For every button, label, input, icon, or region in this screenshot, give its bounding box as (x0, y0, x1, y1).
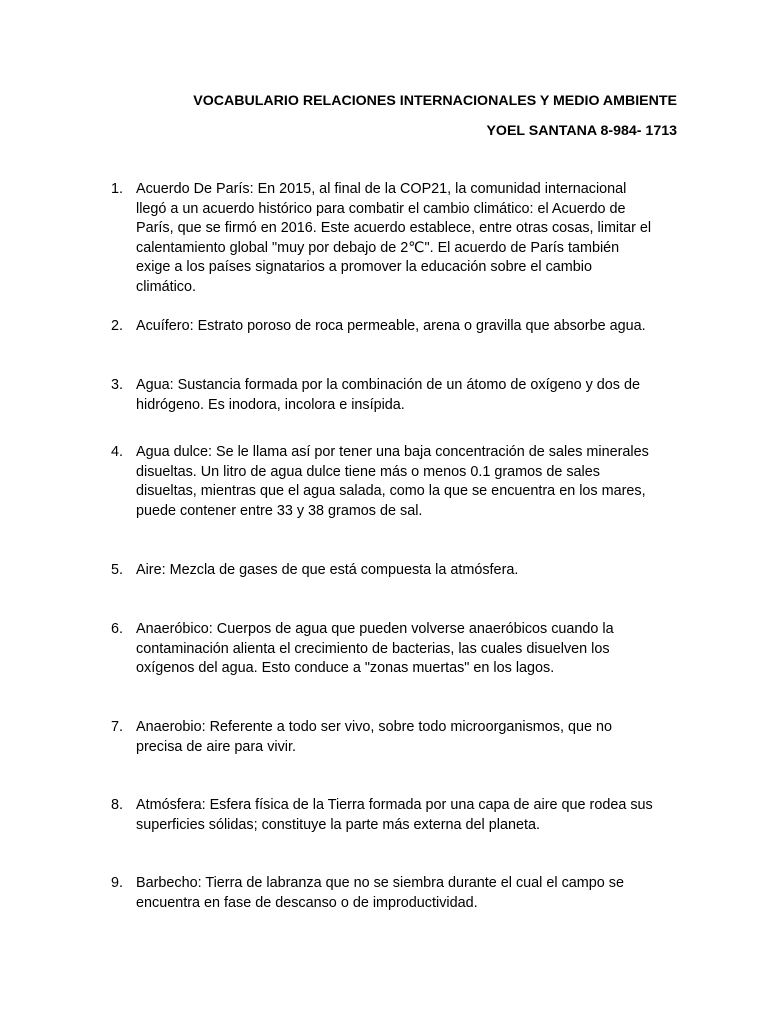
text-line: Barbecho: Tierra de labranza que no se siembra durante el cual el campo se (136, 875, 624, 891)
list-item-text (136, 376, 696, 415)
text-line: encuentra en fase de descanso o de improductividad. (136, 894, 478, 911)
text-line: calentamiento global "muy por debajo de 2℃". El acuerdo de París también (136, 239, 620, 256)
list-item-number: 6. (111, 621, 124, 637)
text-line: Atmósfera: Esfera física de la Tierra formada por una capa de aire que rodea sus (136, 797, 653, 813)
list-item-number: 1. (111, 181, 124, 197)
text-line: disueltas, mientras que el agua salada, como la que se encuentra en los mares, (136, 483, 646, 500)
text-line: oxígenos del agua. Esto conduce a "zonas muertas" en los lagos. (136, 660, 555, 677)
text-line: Agua: Sustancia formada por la combinación de un átomo de oxígeno y dos de (136, 377, 640, 393)
list-item-number: 3. (111, 377, 124, 393)
list-item-number: 4. (111, 444, 124, 460)
list-item-number: 8. (111, 797, 124, 813)
text-line: disueltas. Un litro de agua dulce tiene más o menos 0.1 gramos de sales (136, 463, 600, 480)
text-line: Anaeróbico: Cuerpos de agua que pueden volverse anaeróbicos cuando la (136, 621, 614, 637)
text-line: Agua dulce: Se le llama así por tener una baja concentración de sales minerales (136, 444, 649, 460)
list-item-number: 2. (111, 318, 124, 334)
text-line: exige a los países signatarios a promover la educación sobre el cambio (136, 259, 592, 276)
text-line: Acuerdo De París: En 2015, al final de la COP21, la comunidad internacional (136, 181, 627, 197)
list-item-number: 7. (111, 719, 124, 735)
text-line: llegó a un acuerdo histórico para combatir el cambio climático: el Acuerdo de (136, 200, 626, 217)
text-line: hidrógeno. Es inodora, incolora e insípida. (136, 396, 405, 413)
text-line: superficies sólidas; constituye la parte más externa del planeta. (136, 816, 540, 833)
document-title: VOCABULARIO RELACIONES INTERNACIONALES Y MEDIO AMBIENTE (193, 93, 677, 109)
list-item-text (136, 620, 696, 679)
list-item-text (136, 561, 696, 581)
text-line: Aire: Mezcla de gases de que está compuesta la atmósfera. (136, 562, 519, 578)
text-line: París, que se firmó en 2016. Este acuerdo establece, entre otras cosas, limitar el (136, 220, 652, 237)
text-line: climático. (136, 278, 196, 295)
text-line: Acuífero: Estrato poroso de roca permeable, arena o gravilla que absorbe agua. (136, 318, 646, 334)
list-item-text (136, 180, 696, 298)
list-item-number: 9. (111, 875, 124, 891)
text-line: precisa de aire para vivir. (136, 738, 296, 755)
list-item-text (136, 874, 696, 913)
document-author: YOEL SANTANA 8-984- 1713 (486, 123, 677, 139)
text-line: contaminación alienta el crecimiento de bacterias, las cuales disuelven los (136, 640, 610, 657)
list-item-text (136, 718, 696, 757)
list-item-text (136, 443, 696, 521)
list-item-text (136, 317, 696, 337)
text-line: Anaerobio: Referente a todo ser vivo, sobre todo microorganismos, que no (136, 719, 612, 735)
text-line: puede contener entre 33 y 38 gramos de sal. (136, 502, 423, 519)
list-item-number: 5. (111, 562, 124, 578)
list-item-text (136, 796, 696, 835)
